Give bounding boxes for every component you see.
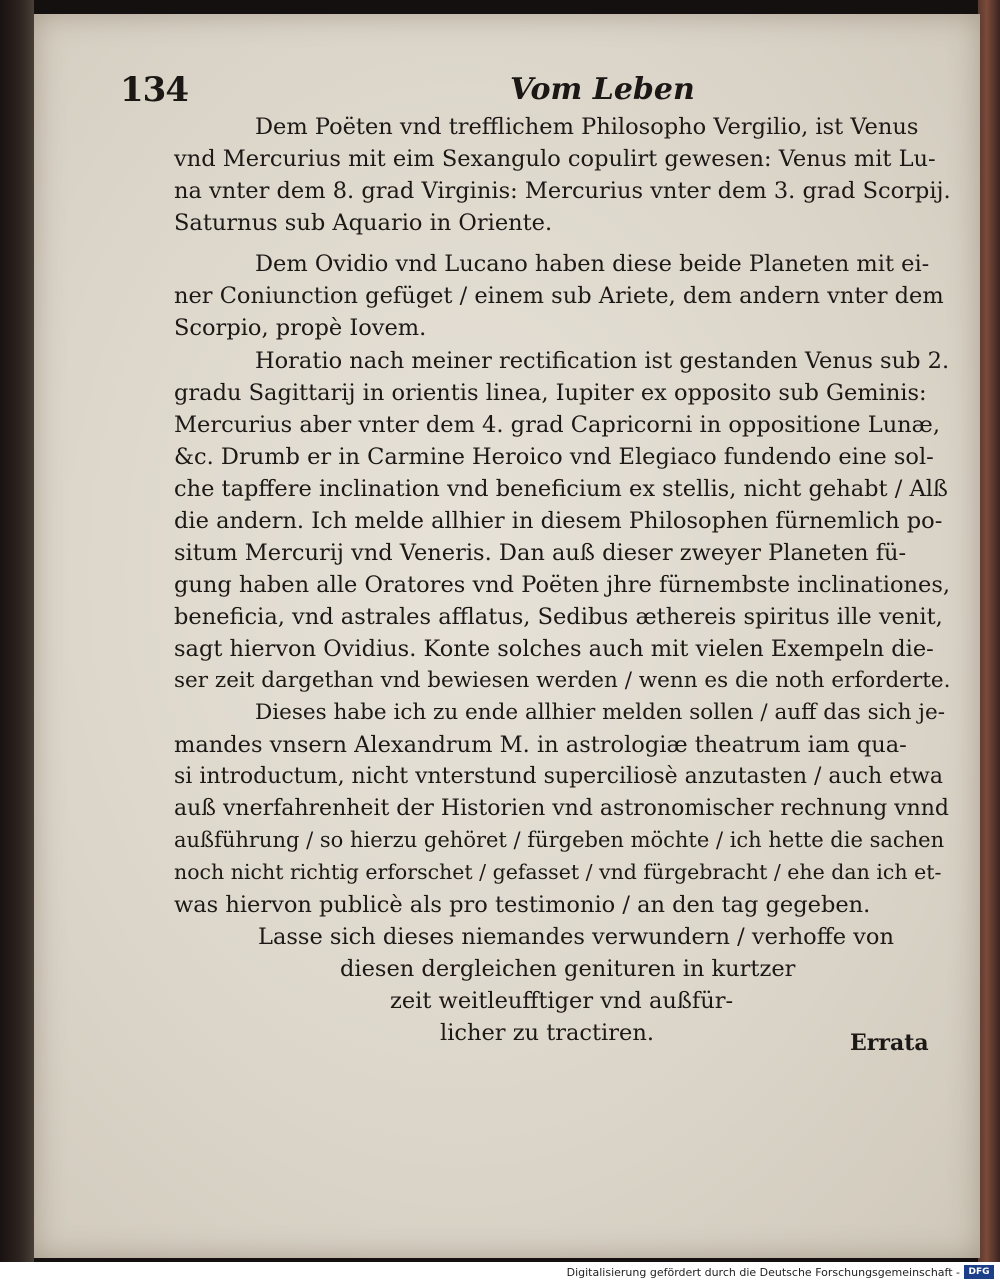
- text-line: vnd Mercurius mit eim Sexangulo copulirt gewesen: Venus mit Lu-: [174, 146, 936, 172]
- text-line: gradu Sagittarij in orientis linea, Iupiter ex opposito sub Geminis:: [174, 380, 927, 406]
- text-line: Horatio nach meiner rectification ist gestanden Venus sub 2.: [255, 348, 950, 374]
- catchword: Errata: [850, 1030, 929, 1056]
- text-line: Dem Ovidio vnd Lucano haben diese beide Planeten mit ei-: [255, 251, 930, 277]
- footer-bar: [0, 1262, 1000, 1282]
- text-line: zeit weitleufftiger vnd außfür-: [390, 988, 734, 1014]
- text-line: si introductum, nicht vnterstund superciliosè anzutasten / auch etwa: [174, 764, 943, 789]
- page-number: 134: [120, 70, 188, 110]
- text-line: gung haben alle Oratores vnd Poëten jhre fürnembste inclinationes,: [174, 572, 951, 598]
- digitization-credit: Digitalisierung gefördert durch die Deutsche Forschungsgemeinschaft -: [566, 1266, 960, 1279]
- text-line: &c. Drumb er in Carmine Heroico vnd Elegiaco fundendo eine sol-: [174, 444, 934, 470]
- text-line: licher zu tractiren.: [440, 1020, 654, 1046]
- text-line: was hiervon publicè als pro testimonio / an den tag gegeben.: [174, 892, 871, 918]
- text-line: Lasse sich dieses niemandes verwundern / verhoffe von: [258, 924, 894, 950]
- text-line: Saturnus sub Aquario in Oriente.: [174, 210, 553, 236]
- text-line: na vnter dem 8. grad Virginis: Mercurius vnter dem 3. grad Scorpij.: [174, 178, 951, 204]
- text-line: mandes vnsern Alexandrum M. in astrologiæ theatrum iam qua-: [174, 732, 907, 758]
- text-line: che tapffere inclination vnd beneficium ex stellis, nicht gehabt / Alß: [174, 476, 948, 502]
- text-line: diesen dergleichen genituren in kurtzer: [340, 956, 796, 982]
- text-line: noch nicht richtig erforschet / gefasset / vnd fürgebracht / ehe dan ich et-: [174, 860, 942, 884]
- text-line: Mercurius aber vnter dem 4. grad Capricorni in oppositione Lunæ,: [174, 412, 940, 438]
- text-line: Scorpio, propè Iovem.: [174, 315, 427, 341]
- text-line: ner Coniunction gefüget / einem sub Ariete, dem andern vnter dem: [174, 283, 944, 309]
- running-head: Vom Leben: [510, 72, 695, 107]
- text-line: Dieses habe ich zu ende allhier melden sollen / auff das sich je-: [255, 700, 945, 725]
- text-line: situm Mercurij vnd Veneris. Dan auß dieser zweyer Planeten fü-: [174, 540, 907, 566]
- text-line: außführung / so hierzu gehöret / fürgeben möchte / ich hette die sachen: [174, 828, 945, 852]
- book-edge-right: [978, 0, 1000, 1262]
- book-edge-left: [0, 0, 34, 1262]
- text-line: beneficia, vnd astrales afflatus, Sedibus æthereis spiritus ille venit,: [174, 604, 943, 630]
- text-line: die andern. Ich melde allhier in diesem Philosophen fürnemlich po-: [174, 508, 943, 534]
- text-line: sagt hiervon Ovidius. Konte solches auch mit vielen Exempeln die-: [174, 636, 934, 662]
- text-line: auß vnerfahrenheit der Historien vnd astronomischer rechnung vnnd: [174, 796, 950, 821]
- dfg-logo: DFG: [964, 1265, 994, 1279]
- text-line: ser zeit dargethan vnd bewiesen werden / wenn es die noth erforderte.: [174, 668, 951, 693]
- text-line: Dem Poëten vnd trefflichem Philosopho Vergilio, ist Venus: [255, 114, 919, 140]
